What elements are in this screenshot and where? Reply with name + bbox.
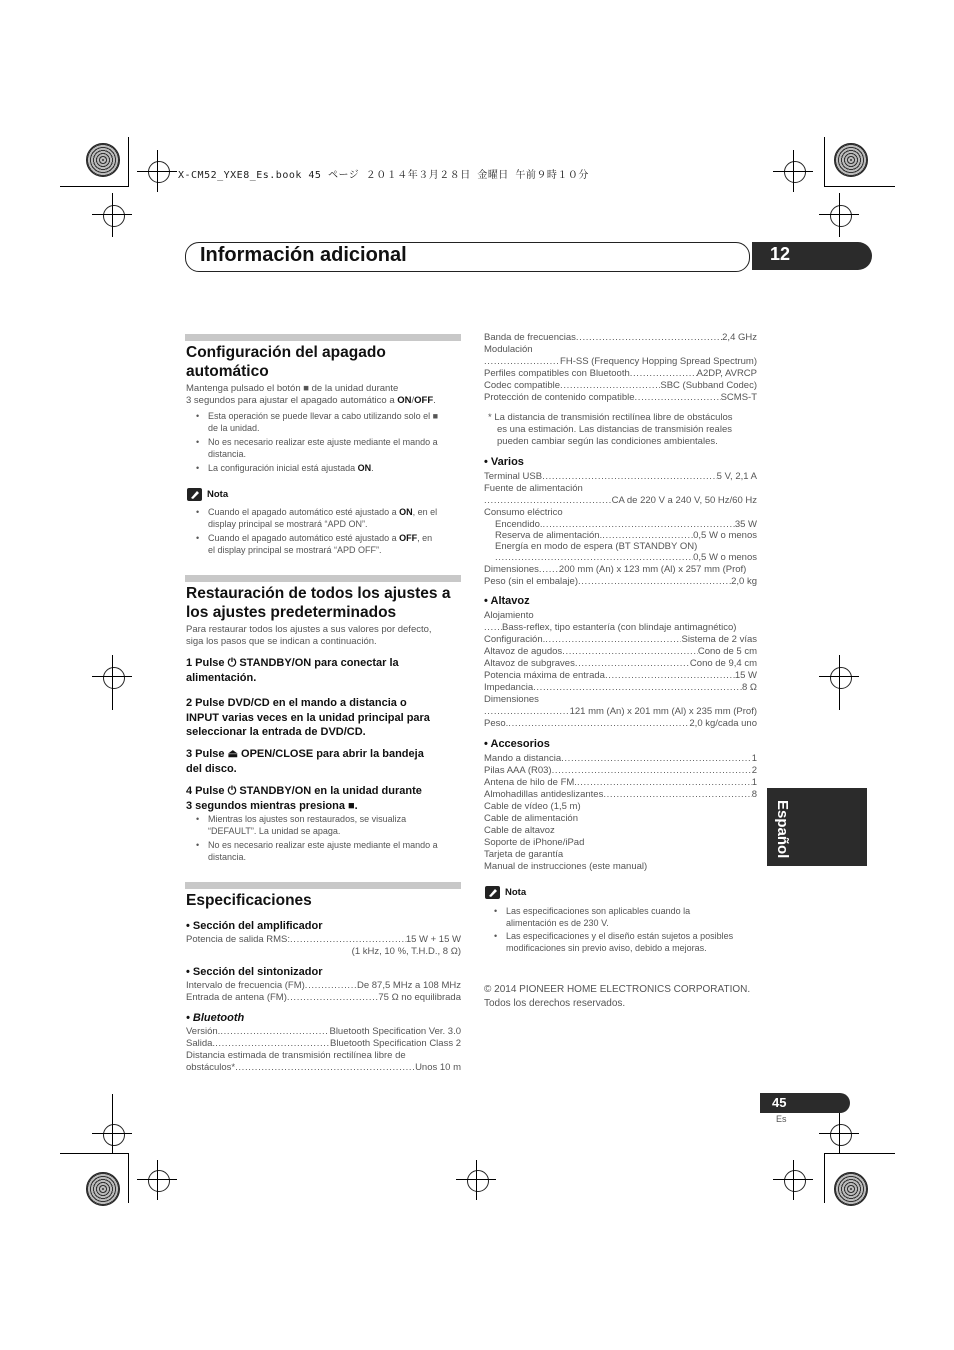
- spec-row: Dimensiones . . . 200 mm (An) x 123 mm (Al) x 257 mm (Prof): [484, 564, 757, 576]
- crosshair-icon: [103, 205, 125, 227]
- spec-row: . . . Bass-reflex, tipo estantería (con blindaje antimagnético): [484, 622, 757, 634]
- registration-target-icon: [86, 143, 120, 177]
- paragraph: Para restaurar todos los ajustes a sus valores por defecto, siga los pasos que se indican a continuación.: [186, 624, 432, 647]
- subsection-heading: • Bluetooth: [186, 1012, 245, 1024]
- spec-row: Potencia máxima de entrada . . . 15 W: [484, 670, 757, 682]
- spec-row: Salida. . . . Bluetooth Specification Class 2: [186, 1038, 461, 1050]
- spec-row: Antena de hilo de FM. . . . 1: [484, 777, 757, 789]
- section-divider: [185, 334, 461, 341]
- note-pencil-icon: [187, 488, 202, 501]
- language-label: Español: [774, 800, 791, 859]
- crosshair-icon: [103, 667, 125, 689]
- spec-row: Altavoz de subgraves . . . Cono de 9,4 cm: [484, 658, 757, 670]
- chapter-number: 12: [770, 244, 791, 264]
- registration-target-icon: [834, 143, 868, 177]
- crosshair-icon: [148, 1170, 170, 1192]
- crosshair-icon: [784, 1170, 806, 1192]
- footnote: * La distancia de transmisión rectilínea libre de obstáculos es una estimación. Las distancias de transmisión reales pueden cambiar según las condiciones ambientales.: [488, 412, 733, 447]
- spec-row: Pilas AAA (R03) . . . 2: [484, 765, 757, 777]
- spec-row: obstáculos* . . . Unos 10 m: [186, 1062, 461, 1074]
- subsection-heading: • Sección del sintonizador: [186, 966, 323, 978]
- registration-target-icon: [834, 1172, 868, 1206]
- crosshair-icon: [830, 205, 852, 227]
- bullet-item: • No es necesario realizar este ajuste mediante el mando a distancia.: [196, 839, 461, 863]
- note-label: Nota: [207, 489, 229, 500]
- spec-row: Mando a distancia . . . 1: [484, 753, 757, 765]
- bullet-item: • No es necesario realizar este ajuste mediante el mando a distancia.: [196, 436, 461, 460]
- step-4: 4 Pulse ⏻ STANDBY/ON en la unidad durante 3 segundos mientras presiona ■.: [186, 785, 422, 812]
- page-title: Información adicional: [200, 244, 407, 266]
- accessory-list: Cable de vídeo (1,5 m) Cable de alimentación Cable de altavoz Soporte de iPhone/iPad Tarjeta de garantía Manual de instrucciones (este manual): [484, 801, 648, 872]
- section-divider: [185, 575, 461, 582]
- spec-row: Encendido. . . . 35 W: [495, 519, 757, 531]
- spec-row: Potencia de salida RMS: . . . 15 W + 15 W: [186, 934, 461, 946]
- note-pencil-icon: [485, 886, 500, 899]
- spec-row: Banda de frecuencias . . . 2,4 GHz: [484, 332, 757, 344]
- book-info: X-CM52_YXE8_Es.book 45 ページ ２０１４年３月２８日 金曜日 午前９時１０分: [178, 170, 589, 181]
- spec-row: Peso (sin el embalaje) . . . 2,0 kg: [484, 576, 757, 588]
- bullet-item: • Mientras los ajustes son restaurados, se visualiza “DEFAULT”. La unidad se apaga.: [196, 813, 461, 837]
- spec-text: Dimensiones: [484, 694, 539, 705]
- bullet-item: • La configuración inicial está ajustada ON.: [196, 462, 461, 474]
- page-language: Es: [776, 1114, 787, 1124]
- spec-row: Versión. . . . Bluetooth Specification Ver. 3.0: [186, 1026, 461, 1038]
- step-2: 2 Pulse DVD/CD en el mando a distancia o INPUT varias veces en la unidad principal para seleccionar la entrada de DVD/CD.: [186, 697, 430, 738]
- spec-text: Energía en modo de espera (BT STANDBY ON): [495, 541, 698, 552]
- spec-text: Fuente de alimentación: [484, 483, 583, 494]
- spec-row: Intervalo de frecuencia (FM) . . . De 87,5 MHz a 108 MHz: [186, 980, 461, 992]
- spec-row: Entrada de antena (FM) . . . 75 Ω no equilibrada: [186, 992, 461, 1004]
- subsection-heading: • Altavoz: [484, 595, 530, 607]
- step-3: 3 Pulse ⏏ OPEN/CLOSE para abrir la bandeja del disco.: [186, 748, 424, 775]
- subsection-heading: • Accesorios: [484, 738, 550, 750]
- spec-row: Peso. . . . 2,0 kg/cada uno: [484, 718, 757, 730]
- crosshair-icon: [784, 161, 806, 183]
- crosshair-icon: [467, 1170, 489, 1192]
- page-number: 45: [772, 1095, 787, 1110]
- spec-row: . . . CA de 220 V a 240 V, 50 Hz/60 Hz: [484, 495, 757, 507]
- section-heading: Restauración de todos los ajustes a los ajustes predeterminados: [186, 585, 451, 621]
- spec-row: Almohadillas antideslizantes . . . 8: [484, 789, 757, 801]
- spec-row: . . . 0,5 W o menos: [495, 552, 757, 564]
- copyright: © 2014 PIONEER HOME ELECTRONICS CORPORATION. Todos los derechos reservados.: [484, 984, 751, 1009]
- spec-text: Modulación: [484, 344, 533, 355]
- subsection-heading: • Sección del amplificador: [186, 920, 323, 932]
- spec-row: Configuración. . . . Sistema de 2 vías: [484, 634, 757, 646]
- bullet-item: • Esta operación se puede llevar a cabo utilizando solo el ■ de la unidad.: [196, 410, 461, 434]
- note-item: • Las especificaciones son aplicables cuando la alimentación es de 230 V.: [494, 905, 757, 929]
- step-1: 1 Pulse ⏻ STANDBY/ON para conectar la alimentación.: [186, 657, 399, 684]
- crosshair-icon: [830, 1124, 852, 1146]
- spec-row: Terminal USB . . . 5 V, 2,1 A: [484, 471, 757, 483]
- spec-row: . . . FH-SS (Frequency Hopping Spread Spectrum): [484, 356, 757, 368]
- section-divider: [185, 882, 461, 889]
- spec-row: Protección de contenido compatible . . . SCMS-T: [484, 392, 757, 404]
- crosshair-icon: [103, 1124, 125, 1146]
- note-item: • Las especificaciones y el diseño están sujetos a posibles modificaciones sin previo aviso, debido a mejoras.: [494, 930, 757, 954]
- spec-text: Distancia estimada de transmisión rectilínea libre de: [186, 1050, 406, 1061]
- spec-row: Perfiles compatibles con Bluetooth . . . A2DP, AVRCP: [484, 368, 757, 380]
- paragraph: Mantenga pulsado el botón ■ de la unidad durante 3 segundos para ajustar el apagado automático a ON/OFF.: [186, 383, 436, 406]
- spec-note: (1 kHz, 10 %, T.H.D., 8 Ω): [351, 946, 461, 957]
- crosshair-icon: [148, 161, 170, 183]
- section-heading: Configuración del apagado automático: [186, 344, 386, 380]
- registration-target-icon: [86, 1172, 120, 1206]
- spec-row: . . . 121 mm (An) x 201 mm (Al) x 235 mm (Prof): [484, 706, 757, 718]
- note-label: Nota: [505, 887, 527, 898]
- spec-row: Altavoz de agudos . . . Cono de 5 cm: [484, 646, 757, 658]
- spec-row: Impedancia . . . 8 Ω: [484, 682, 757, 694]
- crosshair-icon: [830, 667, 852, 689]
- subsection-heading: • Varios: [484, 456, 524, 468]
- note-item: • Cuando el apagado automático esté ajustado a ON, en el display principal se mostrará “APD ON”.: [196, 506, 461, 530]
- note-item: • Cuando el apagado automático esté ajustado a OFF, en el display principal se mostrará “APD OFF”.: [196, 532, 461, 556]
- spec-row: Reserva de alimentación. . . . 0,5 W o menos: [495, 530, 757, 542]
- spec-text: Alojamiento: [484, 610, 534, 621]
- section-heading: Especificaciones: [186, 892, 312, 909]
- spec-text: Consumo eléctrico: [484, 507, 563, 518]
- spec-row: Codec compatible . . . SBC (Subband Codec): [484, 380, 757, 392]
